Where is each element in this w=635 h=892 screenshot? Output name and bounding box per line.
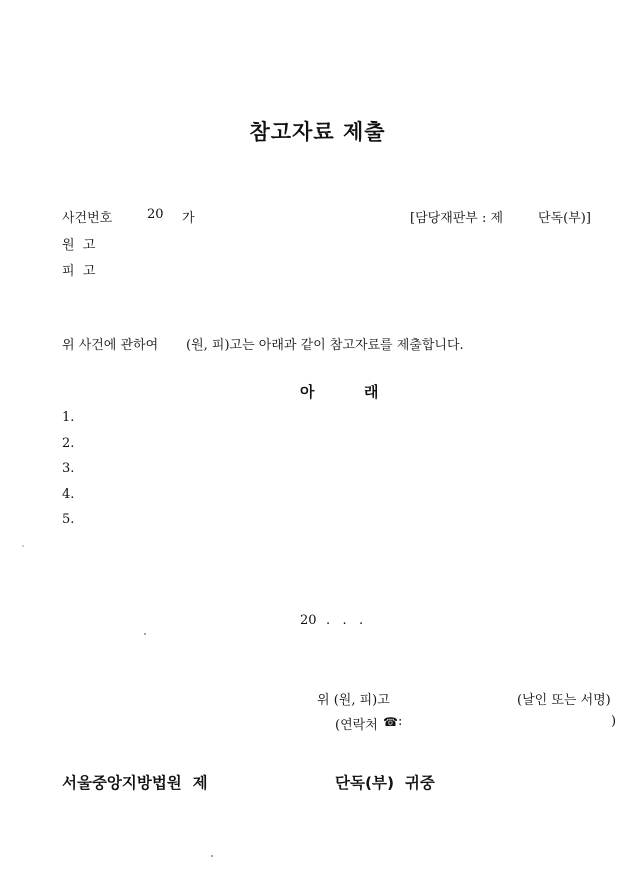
date-dots: . . . [326, 613, 364, 628]
signature-seal: (날인 또는 서명) [517, 693, 611, 708]
scan-speck [144, 633, 146, 635]
case-number-label: 사건번호 [62, 211, 113, 226]
section-heading-left: 아 [300, 383, 315, 401]
statement-prefix: 위 사건에 관하여 [62, 338, 159, 353]
case-type: 가 [182, 211, 195, 226]
scan-speck [211, 855, 213, 857]
list-item: 4. [62, 487, 75, 502]
court-division-label: [담당재판부 : 제 [410, 211, 504, 226]
defendant-label: 피 고 [62, 264, 96, 279]
case-year: 20 [147, 207, 164, 222]
contact-label: (연락처 [335, 718, 378, 733]
plaintiff-label: 원 고 [62, 238, 96, 253]
date-year: 20 [300, 613, 317, 628]
scan-speck [22, 545, 24, 547]
footer-court: 서울중앙지방법원 제 [62, 774, 208, 792]
footer-division: 단독(부) 귀중 [335, 774, 435, 792]
contact-close: ) [611, 714, 617, 729]
phone-icon: ☎ [383, 715, 398, 729]
contact-colon: : [398, 714, 403, 729]
list-item: 5. [62, 512, 75, 527]
court-division-suffix: 단독(부)] [538, 211, 591, 226]
list-item: 1. [62, 410, 75, 425]
list-item: 3. [62, 461, 75, 476]
section-heading-right: 래 [364, 383, 379, 401]
signature-party: 위 (원, 피)고 [317, 693, 390, 708]
document-title: 참고자료 제출 [249, 119, 386, 144]
list-item: 2. [62, 436, 75, 451]
statement-suffix: (원, 피)고는 아래과 같이 참고자료를 제출합니다. [186, 338, 464, 353]
